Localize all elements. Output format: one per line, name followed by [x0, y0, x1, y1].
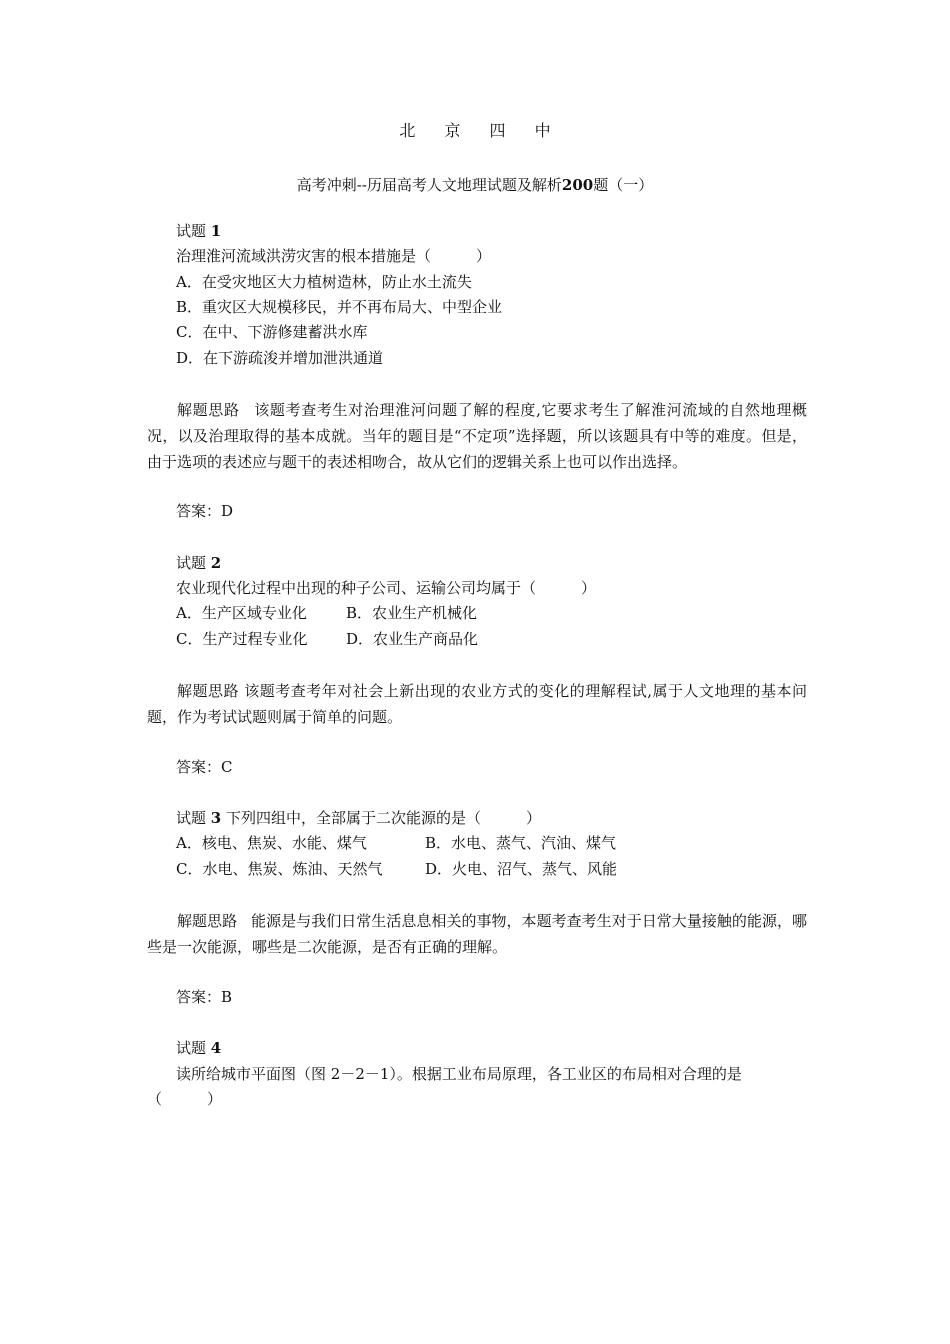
q1-answer: 答案：D: [176, 502, 234, 520]
q1-option-d: D．在下游疏浚并增加泄洪通道: [176, 349, 384, 367]
q3-option-d: D．火电、沼气、蒸气、风能: [425, 860, 618, 878]
q1-option-b: B．重灾区大规模移民，并不再布局大、中型企业: [176, 298, 503, 316]
q3-option-a: A．核电、焦炭、水能、煤气: [176, 834, 367, 852]
q1-title-prefix: 试题: [176, 222, 207, 240]
q1-option-a: A．在受灾地区大力植树造林，防止水土流失: [176, 273, 472, 291]
q4-stem: 读所给城市平面图（图 2－2－1）。根据工业布局原理，各工业区的布局相对合理的是: [176, 1065, 742, 1083]
q3-analysis-text: 能源是与我们日常生活息息相关的事物，本题考查考生对于日常大量接触的能源，哪些是一次能源，哪些是二次能源，是否有正确的理解。: [147, 912, 807, 956]
q2-option-d: D．农业生产商品化: [346, 630, 479, 648]
q2-analysis-label: 解题思路: [177, 682, 239, 700]
q3-stem: 下列四组中，全部属于二次能源的是（ ）: [226, 809, 542, 827]
q3-analysis-label: 解题思路: [177, 912, 238, 930]
q2-title-number: 2: [210, 554, 222, 572]
q1-analysis: [147, 397, 807, 475]
q3-analysis: [147, 908, 807, 960]
q3-title-number: 3: [210, 809, 222, 827]
q2-answer: 答案：C: [176, 758, 233, 776]
q1-analysis-label: 解题思路: [177, 401, 240, 419]
q3-answer: 答案：B: [176, 988, 233, 1006]
q1-option-c: C．在中、下游修建蓄洪水库: [176, 323, 368, 341]
q1-title: [176, 221, 221, 241]
q3-title: [176, 808, 541, 828]
q3-option-c: C．水电、焦炭、炼油、天然气: [176, 860, 383, 878]
q2-title: [176, 553, 221, 573]
title-number: 200: [561, 176, 594, 194]
q1-analysis-text: 该题考查考生对治理淮河问题了解的程度,它要求考生了解淮河流域的自然地理概况，以及治理取得的基本成就。当年的题目是“不定项”选择题，所以该题具有中等的难度。但是，由于选项的表述应与题干的表述相吻合，故从它们的逻辑关系上也可以作出选择。: [147, 401, 807, 471]
title-text-b: 题（一）: [593, 176, 654, 194]
q2-title-prefix: 试题: [176, 554, 207, 572]
q4-title: [176, 1038, 221, 1058]
q3-title-prefix: 试题: [176, 809, 207, 827]
q4-stem-blank: （ ）: [147, 1090, 223, 1108]
q2-option-c: C．生产过程专业化: [176, 630, 308, 648]
q1-title-number: 1: [210, 222, 222, 240]
document-title: [0, 175, 950, 195]
q2-analysis: [147, 678, 807, 730]
q4-title-prefix: 试题: [176, 1039, 207, 1057]
q3-option-b: B．水电、蒸气、汽油、煤气: [425, 834, 617, 852]
q2-option-a: A．生产区域专业化: [176, 604, 307, 622]
title-text-a: 高考冲刺--历届高考人文地理试题及解析: [296, 176, 562, 194]
q2-option-b: B．农业生产机械化: [346, 604, 478, 622]
q4-title-number: 4: [210, 1039, 222, 1057]
school-name: 北 京 四 中: [399, 121, 563, 140]
q2-stem: 农业现代化过程中出现的种子公司、运输公司均属于（ ）: [176, 579, 597, 597]
q2-analysis-text: 该题考查考年对社会上新出现的农业方式的变化的理解程试,属于人文地理的基本问题，作为考试试题则属于简单的问题。: [147, 682, 807, 726]
q1-stem: 治理淮河流域洪涝灾害的根本措施是（ ）: [176, 247, 492, 265]
